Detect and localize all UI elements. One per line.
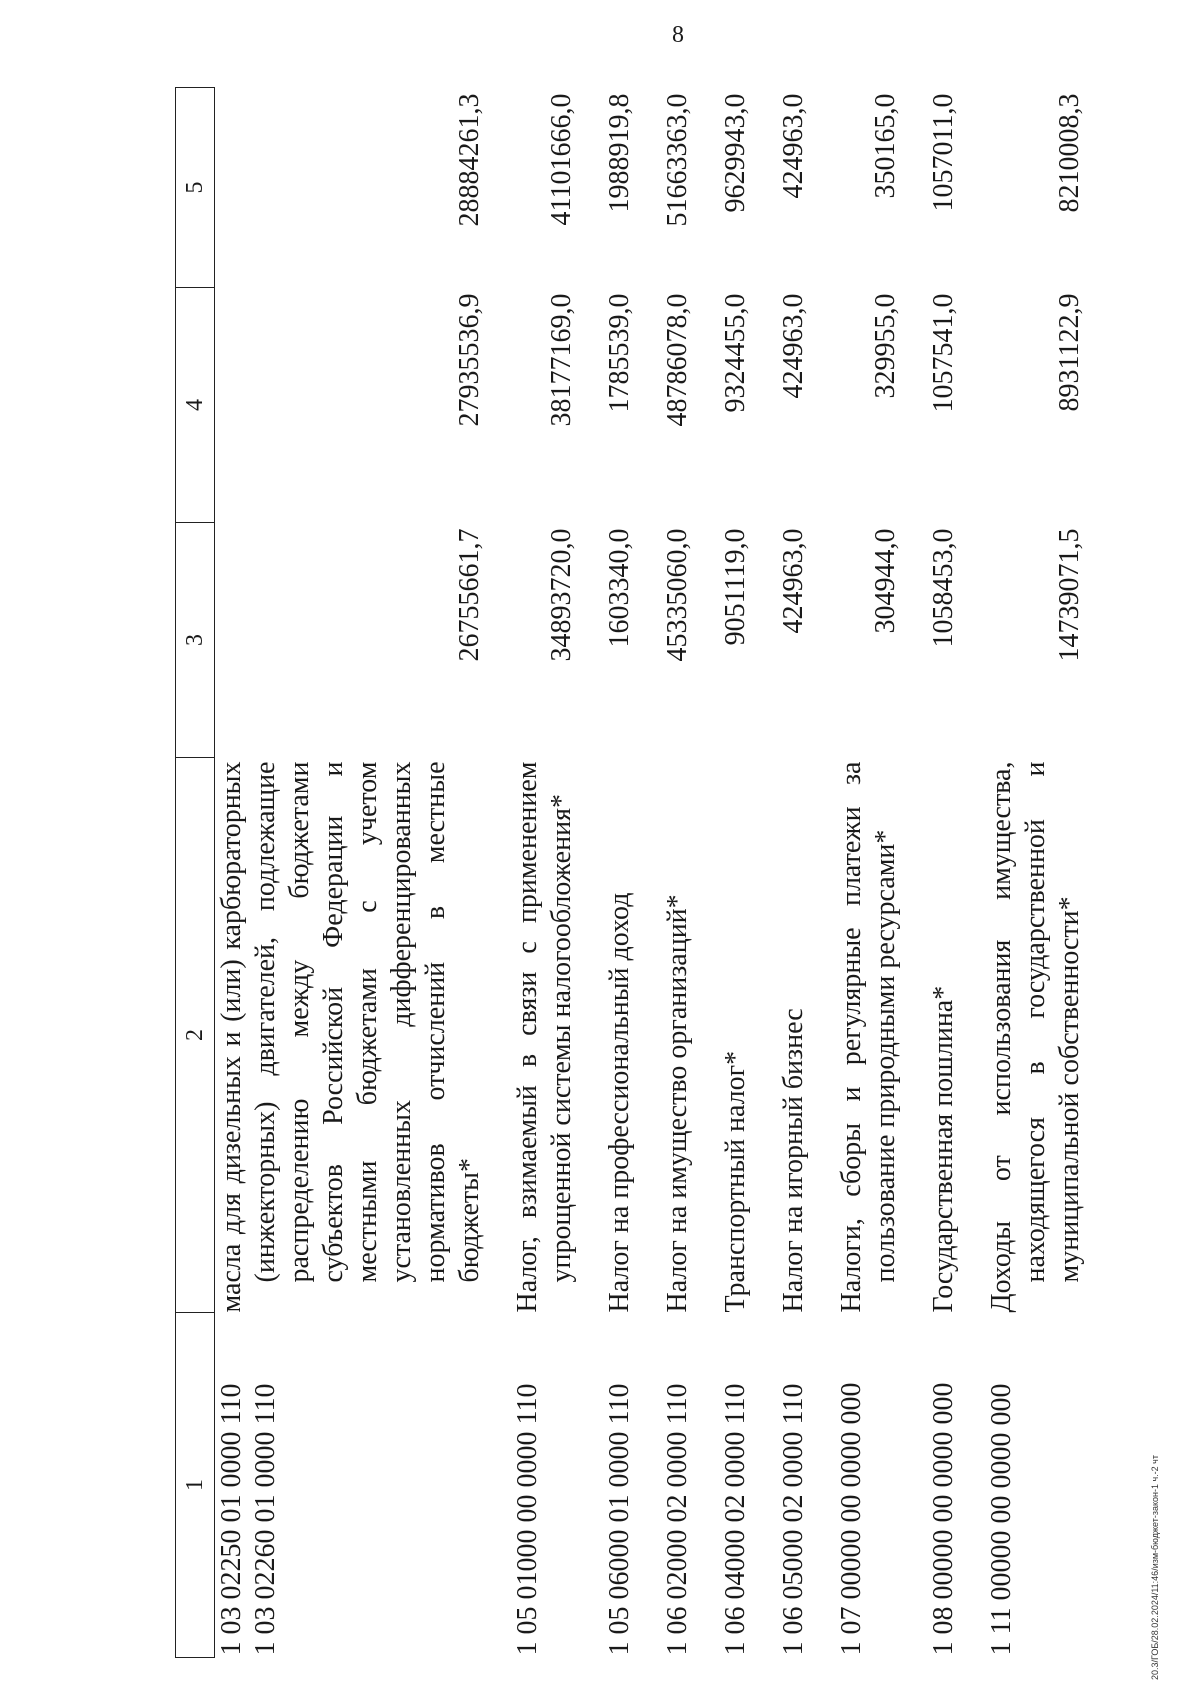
row-value-col3: 304944,0 [870,528,901,634]
row-value-col5: 41101666,0 [546,93,577,226]
row-code: 1 08 00000 00 0000 000 [928,1382,959,1656]
row-value-col4: 424963,0 [778,293,809,399]
row-code-line-1: 1 03 02250 01 0000 110 [216,1383,247,1656]
header-col-4: 4 [176,288,215,523]
table-row [777,88,835,1658]
row-name: Доходы от использования имущества, находящегося в государственной и муниципальной собственности* [986,761,1085,1313]
row-code [215,1313,512,1658]
row-value-col5: 1988919,8 [604,93,635,213]
row-value-col4: 27935536,9 [454,293,485,427]
row-value-col3: 34893720,0 [546,528,577,662]
row-value-col5: 9629943,0 [720,93,751,213]
row-value-col5: 28884261,3 [454,93,485,227]
row-value-col3: 1603340,0 [604,528,635,648]
row-name: Транспортный налог* [720,1050,751,1313]
row-code: 1 11 00000 00 0000 000 [986,1383,1017,1656]
row-code: 1 05 06000 01 0000 110 [604,1383,635,1656]
table-row [661,88,719,1658]
row-name: Налог, взимаемый в связи с применением упрощенной системы налогообложения* [512,761,577,1313]
table-row [603,88,661,1658]
row-code: 1 07 00000 00 0000 000 [836,1382,867,1656]
table-row [215,88,512,1658]
row-value-col3: 9051119,0 [720,528,751,646]
page-number: 8 [672,22,684,48]
row-name: Государственная пошлина* [928,985,959,1313]
row-value-col4: 329955,0 [870,293,901,399]
table-row [719,88,777,1658]
row-value-col3: 1058453,0 [928,528,959,648]
row-value-col3: 424963,0 [778,528,809,634]
row-code: 1 06 04000 02 0000 110 [720,1383,751,1656]
row-value-col4: 1057541,0 [928,293,959,413]
row-code: 1 06 05000 02 0000 110 [778,1383,809,1656]
row-name: Налоги, сборы и регулярные платежи за пользование природными ресурсами* [836,761,901,1313]
row-value-col5: 8210008,3 [1054,93,1085,213]
row-value-col4: 9324455,0 [720,293,751,413]
row-value-col5: 1057011,0 [928,93,959,212]
budget-income-table [175,87,1087,1658]
row-value-col3: 45335060,0 [662,528,693,662]
row-value-col4: 48786078,0 [662,293,693,427]
header-col-5: 5 [176,88,215,288]
table-row [511,88,603,1658]
row-value-col3: 26755661,7 [454,528,485,662]
row-code-line-2: 1 03 02260 01 0000 110 [250,1383,281,1656]
row-value-col5: 350165,0 [870,93,901,199]
row-value-col4: 1785539,0 [604,293,635,413]
table-row [927,88,985,1658]
row-name: масла для дизельных и (или) карбюраторных (инжекторных) двигателей, подлежащие распределению между бюджетами субъектов Российской Федерации и местными бюджетами с учетом установленных дифференцированных нормативов отчислений в местные бюджеты* [216,761,485,1313]
table-row [985,88,1087,1658]
row-value-col3: 14739071,5 [1054,528,1085,662]
rotated-table-container [175,88,1085,1658]
header-col-2: 2 [176,758,215,1313]
row-value-col5: 424963,0 [778,93,809,199]
row-code: 1 06 02000 02 0000 110 [662,1383,693,1656]
row-name: Налог на имущество организаций* [662,894,693,1313]
header-col-1: 1 [176,1313,215,1658]
row-name: Налог на игорный бизнес [778,1008,809,1313]
row-value-col4: 38177169,0 [546,293,577,427]
table-header-row [176,88,215,1658]
document-footer: 20.3/ГОБ/28.02.2024/11:46/изм-бюджет-закон-1 ч.-2 чт [1150,1455,1160,1680]
row-code: 1 05 01000 00 0000 110 [512,1383,543,1656]
header-col-3: 3 [176,523,215,758]
row-name: Налог на профессиональный доход [604,892,635,1313]
table-row [835,88,927,1658]
row-value-col5: 51663363,0 [662,93,693,227]
row-value-col4: 8931122,9 [1054,293,1085,412]
